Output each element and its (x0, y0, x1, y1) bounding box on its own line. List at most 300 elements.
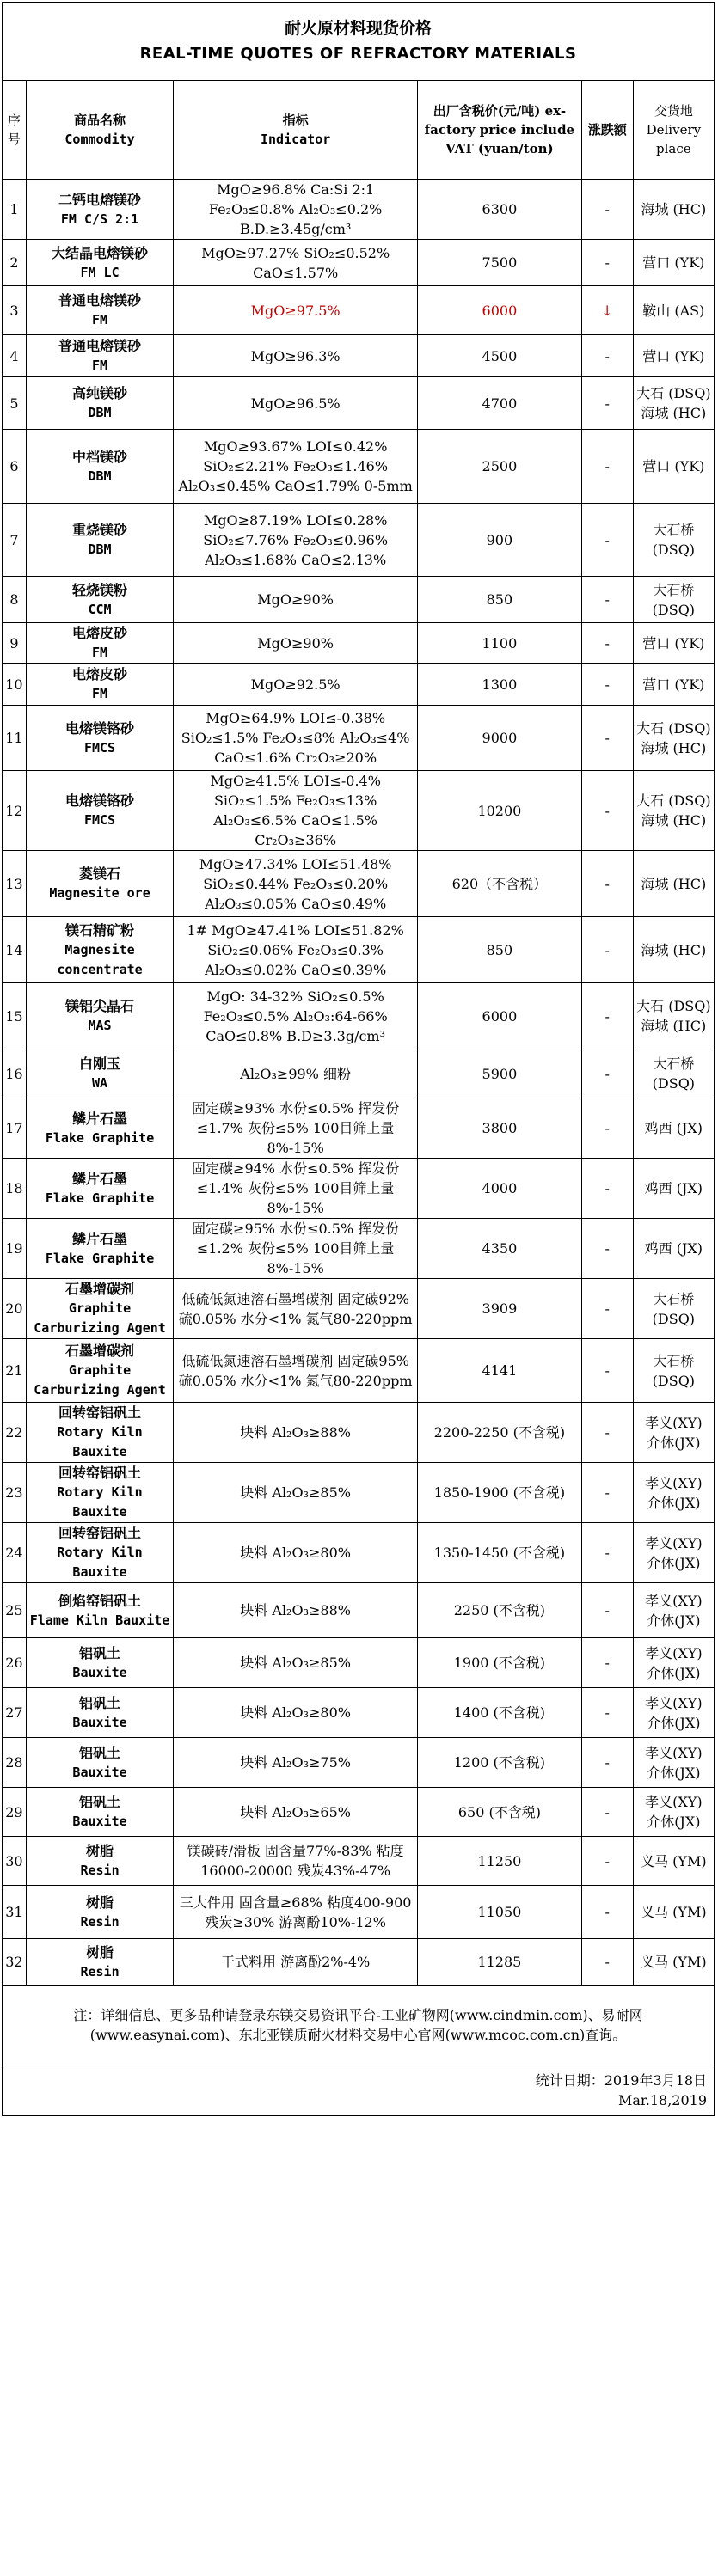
change-cell: - (581, 1339, 633, 1403)
change-cell: ↓ (581, 286, 633, 335)
commodity-cn: 铝矾土 (79, 1644, 121, 1661)
change-cell: - (581, 771, 633, 851)
table-row (3, 286, 715, 335)
delivery-place-cell: 营口 (YK) (633, 623, 714, 664)
delivery-place-cell: 孝义(XY) 介休(JX) (633, 1463, 714, 1523)
delivery-place-cell: 义马 (YM) (633, 1886, 714, 1939)
price-cell: 4500 (418, 335, 582, 377)
commodity-cn: 树脂 (86, 1843, 114, 1859)
row-number: 27 (3, 1688, 27, 1738)
indicator-cell: 低硫低氮速溶石墨增碳剂 固定碳95% 硫0.05% 水分<1% 氮气80-220ppm (174, 1339, 418, 1403)
commodity-cell (26, 377, 173, 430)
commodity-cn: 回转窑铝矾土 (58, 1404, 142, 1421)
delivery-place-cell: 大石桥 (DSQ) (633, 504, 714, 577)
delivery-place-cell: 鸡西 (JX) (633, 1098, 714, 1159)
commodity-en: Flake Graphite (45, 1129, 155, 1146)
row-number: 23 (3, 1463, 27, 1523)
title-en: REAL-TIME QUOTES OF REFRACTORY MATERIALS (139, 45, 577, 63)
price-cell: 4000 (418, 1159, 582, 1219)
indicator-cell: 块料 Al₂O₃≥65% (174, 1788, 418, 1837)
change-cell: - (581, 1788, 633, 1837)
row-number: 4 (3, 335, 27, 377)
indicator-cell: 固定碳≥94% 水份≤0.5% 挥发份≤1.4% 灰份≤5% 100目筛上量8%-15% (174, 1159, 418, 1219)
change-cell: - (581, 240, 633, 286)
price-table (2, 2, 715, 2116)
header-change: 涨跌额 (581, 81, 633, 180)
table-row (3, 430, 715, 504)
row-number: 25 (3, 1583, 27, 1638)
commodity-en: Resin (80, 1863, 120, 1878)
commodity-en: Graphite Carburizing Agent (34, 1300, 166, 1336)
price-cell: 1900 (不含税) (418, 1638, 582, 1688)
table-row (3, 983, 715, 1049)
delivery-place-cell: 营口 (YK) (633, 335, 714, 377)
commodity-cn: 铝矾土 (79, 1694, 121, 1711)
indicator-cell: MgO≥41.5% LOI≤-0.4% SiO₂≤1.5% Fe₂O₃≤13% Al₂O₃≤6.5% CaO≤1.5% Cr₂O₃≥36% (174, 771, 418, 851)
delivery-place-cell: 孝义(XY) 介休(JX) (633, 1523, 714, 1583)
delivery-place-cell: 孝义(XY) 介休(JX) (633, 1583, 714, 1638)
row-number: 5 (3, 377, 27, 430)
commodity-cell (26, 623, 173, 664)
commodity-cn: 石墨增碳剂 (65, 1281, 135, 1297)
commodity-cn: 镁石精矿粉 (65, 921, 135, 939)
commodity-cn: 石墨增碳剂 (65, 1343, 135, 1359)
change-cell: - (581, 180, 633, 240)
indicator-cell: MgO≥96.5% (174, 377, 418, 430)
change-cell: - (581, 1886, 633, 1939)
date-row (3, 2065, 715, 2116)
price-cell: 620（不含税） (418, 851, 582, 917)
indicator-cell: MgO≥96.3% (174, 335, 418, 377)
commodity-cell (26, 1638, 173, 1688)
row-number: 18 (3, 1159, 27, 1219)
header-place-cn: 交货地 (654, 103, 693, 119)
table-row (3, 1339, 715, 1403)
price-cell: 4350 (418, 1219, 582, 1279)
price-cell: 3800 (418, 1098, 582, 1159)
commodity-cn: 回转窑铝矾土 (58, 1525, 142, 1541)
indicator-cell: MgO≥92.5% (174, 664, 418, 706)
indicator-cell: MgO≥90% (174, 577, 418, 623)
table-row (3, 1837, 715, 1886)
delivery-place-cell: 营口 (YK) (633, 664, 714, 706)
commodity-en: Resin (80, 1963, 120, 1979)
change-cell: - (581, 917, 633, 983)
commodity-cn: 鳞片石墨 (72, 1230, 128, 1247)
price-cell: 4141 (418, 1339, 582, 1403)
commodity-cn: 普通电熔镁砂 (58, 338, 142, 354)
price-cell: 2200-2250 (不含税) (418, 1403, 582, 1463)
commodity-cell (26, 1219, 173, 1279)
table-row (3, 1939, 715, 1986)
price-cell: 11050 (418, 1886, 582, 1939)
commodity-cn: 电熔皮砂 (72, 666, 128, 682)
table-row (3, 335, 715, 377)
commodity-cn: 铝矾土 (79, 1744, 121, 1761)
change-cell: - (581, 1523, 633, 1583)
title-cn: 耐火原材料现货价格 (284, 19, 432, 38)
commodity-cell (26, 1583, 173, 1638)
commodity-en: Flake Graphite (45, 1190, 155, 1206)
indicator-cell: 镁碳砖/滑板 固含量77%-83% 粘度16000-20000 残炭43%-47% (174, 1837, 418, 1886)
delivery-place-cell: 义马 (YM) (633, 1837, 714, 1886)
indicator-cell: 块料 Al₂O₃≥80% (174, 1523, 418, 1583)
delivery-place-cell: 海城 (HC) (633, 851, 714, 917)
row-number: 24 (3, 1523, 27, 1583)
commodity-cn: 菱镁石 (79, 866, 121, 882)
table-row (3, 1159, 715, 1219)
change-cell: - (581, 1219, 633, 1279)
price-cell: 900 (418, 504, 582, 577)
row-number: 2 (3, 240, 27, 286)
commodity-en: DBM (88, 542, 112, 557)
delivery-place-cell: 大石 (DSQ) 海城 (HC) (633, 983, 714, 1049)
header-commodity (26, 81, 173, 180)
row-number: 3 (3, 286, 27, 335)
commodity-cell (26, 706, 173, 771)
price-cell: 1350-1450 (不含税) (418, 1523, 582, 1583)
change-cell: - (581, 664, 633, 706)
commodity-en: Bauxite (72, 1764, 127, 1780)
price-cell: 11250 (418, 1837, 582, 1886)
commodity-cell (26, 851, 173, 917)
row-number: 22 (3, 1403, 27, 1463)
date-cn: 统计日期：2019年3月18日 (535, 2072, 707, 2089)
price-cell: 650 (不含税) (418, 1788, 582, 1837)
commodity-cell (26, 1886, 173, 1939)
header-commodity-en: Commodity (64, 132, 135, 147)
delivery-place-cell: 鸡西 (JX) (633, 1219, 714, 1279)
row-number: 32 (3, 1939, 27, 1986)
commodity-cn: 电熔镁铬砂 (65, 719, 135, 737)
row-number: 28 (3, 1738, 27, 1788)
change-cell: - (581, 1939, 633, 1986)
statistics-date (3, 2065, 715, 2116)
change-cell: - (581, 577, 633, 623)
indicator-cell: 块料 Al₂O₃≥88% (174, 1583, 418, 1638)
change-cell: - (581, 1688, 633, 1738)
change-cell: - (581, 623, 633, 664)
row-number: 11 (3, 706, 27, 771)
indicator-cell: MgO≥96.8% Ca:Si 2:1 Fe₂O₃≤0.8% Al₂O₃≤0.2% B.D.≥3.45g/cm³ (174, 180, 418, 240)
row-number: 1 (3, 180, 27, 240)
change-cell: - (581, 335, 633, 377)
commodity-en: Magnesite ore (49, 885, 150, 901)
commodity-cell (26, 240, 173, 286)
delivery-place-cell: 义马 (YM) (633, 1939, 714, 1986)
change-cell: - (581, 1279, 633, 1339)
price-cell: 850 (418, 917, 582, 983)
table-row (3, 240, 715, 286)
price-cell: 3909 (418, 1279, 582, 1339)
commodity-cell (26, 335, 173, 377)
commodity-en: Flake Graphite (45, 1250, 155, 1266)
commodity-cn: 中档镁砂 (72, 448, 128, 465)
commodity-en: FM C/S 2:1 (60, 211, 139, 227)
indicator-cell: MgO≥97.5% (174, 286, 418, 335)
commodity-cell (26, 430, 173, 504)
price-cell: 850 (418, 577, 582, 623)
table-row (3, 706, 715, 771)
header-no: 序号 (3, 81, 27, 180)
commodity-en: FM (92, 358, 108, 373)
row-number: 21 (3, 1339, 27, 1403)
change-cell: - (581, 1159, 633, 1219)
change-cell: - (581, 1638, 633, 1688)
commodity-cell (26, 1049, 173, 1098)
commodity-en: FM (92, 312, 108, 327)
indicator-cell: 三大件用 固含量≥68% 粘度400-900 残炭≥30% 游离酚10%-12% (174, 1886, 418, 1939)
price-cell: 1100 (418, 623, 582, 664)
change-cell: - (581, 1738, 633, 1788)
price-cell: 1400 (不含税) (418, 1688, 582, 1738)
commodity-cell (26, 1738, 173, 1788)
table-row (3, 377, 715, 430)
row-number: 14 (3, 917, 27, 983)
commodity-en: Rotary Kiln Bauxite (57, 1424, 143, 1459)
commodity-cn: 电熔皮砂 (72, 625, 128, 641)
table-row (3, 1638, 715, 1688)
indicator-cell: MgO≥93.67% LOI≤0.42% SiO₂≤2.21% Fe₂O₃≤1.46% Al₂O₃≤0.45% CaO≤1.79% 0-5mm (174, 430, 418, 504)
table-row (3, 1738, 715, 1788)
delivery-place-cell: 大石 (DSQ) 海城 (HC) (633, 706, 714, 771)
commodity-en: Bauxite (72, 1664, 127, 1680)
row-number: 29 (3, 1788, 27, 1837)
change-cell: - (581, 706, 633, 771)
commodity-cn: 倒焰窑铝矾土 (58, 1592, 142, 1609)
commodity-cn: 鳞片石墨 (72, 1110, 128, 1127)
commodity-cn: 普通电熔镁砂 (58, 292, 142, 309)
commodity-en: DBM (88, 405, 112, 420)
indicator-cell: 块料 Al₂O₃≥80% (174, 1688, 418, 1738)
date-en: Mar.18,2019 (617, 2092, 707, 2108)
table-row (3, 504, 715, 577)
table-row (3, 1788, 715, 1837)
table-row (3, 851, 715, 917)
commodity-cell (26, 286, 173, 335)
indicator-cell: 固定碳≥95% 水份≤0.5% 挥发份≤1.2% 灰份≤5% 100目筛上量8%-15% (174, 1219, 418, 1279)
indicator-cell: Al₂O₃≥99% 细粉 (174, 1049, 418, 1098)
change-cell: - (581, 851, 633, 917)
row-number: 7 (3, 504, 27, 577)
table-row (3, 1523, 715, 1583)
commodity-cn: 高纯镁砂 (72, 385, 128, 401)
indicator-cell: 干式料用 游离酚2%-4% (174, 1939, 418, 1986)
table-row (3, 1403, 715, 1463)
delivery-place-cell: 鞍山 (AS) (633, 286, 714, 335)
delivery-place-cell: 营口 (YK) (633, 430, 714, 504)
commodity-cn: 镁铝尖晶石 (65, 998, 135, 1014)
row-number: 20 (3, 1279, 27, 1339)
change-cell: - (581, 983, 633, 1049)
commodity-cell (26, 180, 173, 240)
commodity-en: Magnesite concentrate (57, 941, 143, 977)
row-number: 10 (3, 664, 27, 706)
price-cell: 2500 (418, 430, 582, 504)
header-indicator-cn: 指标 (282, 113, 309, 128)
commodity-cn: 电熔镁铬砂 (65, 792, 135, 809)
change-cell: - (581, 1403, 633, 1463)
indicator-cell: MgO≥97.27% SiO₂≤0.52% CaO≤1.57% (174, 240, 418, 286)
table-row (3, 180, 715, 240)
commodity-cn: 铝矾土 (79, 1794, 121, 1810)
table-row (3, 1279, 715, 1339)
row-number: 19 (3, 1219, 27, 1279)
row-number: 6 (3, 430, 27, 504)
delivery-place-cell: 大石桥 (DSQ) (633, 1279, 714, 1339)
table-title (3, 3, 715, 81)
commodity-en: Rotary Kiln Bauxite (57, 1545, 143, 1580)
price-cell: 1850-1900 (不含税) (418, 1463, 582, 1523)
commodity-cn: 白刚玉 (79, 1055, 121, 1072)
commodity-cell (26, 1939, 173, 1986)
price-cell: 1200 (不含税) (418, 1738, 582, 1788)
commodity-en: Graphite Carburizing Agent (34, 1362, 166, 1398)
table-row (3, 1049, 715, 1098)
indicator-cell: 块料 Al₂O₃≥85% (174, 1638, 418, 1688)
table-row (3, 917, 715, 983)
commodity-en: MAS (88, 1018, 112, 1033)
row-number: 26 (3, 1638, 27, 1688)
price-cell: 2250 (不含税) (418, 1583, 582, 1638)
delivery-place-cell: 孝义(XY) 介休(JX) (633, 1688, 714, 1738)
commodity-cell (26, 1339, 173, 1403)
price-cell: 6300 (418, 180, 582, 240)
commodity-cell (26, 1159, 173, 1219)
commodity-cn: 二钙电熔镁砂 (58, 191, 142, 208)
commodity-cn: 树脂 (86, 1894, 114, 1911)
commodity-cell (26, 771, 173, 851)
row-number: 8 (3, 577, 27, 623)
header-place-en: Delivery place (646, 122, 702, 156)
delivery-place-cell: 孝义(XY) 介休(JX) (633, 1788, 714, 1837)
indicator-cell: 块料 Al₂O₃≥85% (174, 1463, 418, 1523)
header-indicator (174, 81, 418, 180)
commodity-en: Rotary Kiln Bauxite (57, 1484, 143, 1520)
price-cell: 6000 (418, 983, 582, 1049)
row-number: 15 (3, 983, 27, 1049)
commodity-cell (26, 1463, 173, 1523)
footnote: 注：详细信息、更多品种请登录东镁交易资讯平台-工业矿物网(www.cindmin.com)、易耐网(www.easynai.com)、东北亚镁质耐火材料交易中心官网(www.mcoc.com.cn)查询。 (3, 1986, 715, 2065)
indicator-cell: MgO≥64.9% LOI≤-0.38% SiO₂≤1.5% Fe₂O₃≤8% Al₂O₃≤4% CaO≤1.6% Cr₂O₃≥20% (174, 706, 418, 771)
table-row (3, 1463, 715, 1523)
indicator-cell: 块料 Al₂O₃≥88% (174, 1403, 418, 1463)
table-row (3, 1583, 715, 1638)
row-number: 13 (3, 851, 27, 917)
commodity-cell (26, 1837, 173, 1886)
delivery-place-cell: 大石桥 (DSQ) (633, 577, 714, 623)
commodity-en: WA (92, 1075, 108, 1091)
header-place (633, 81, 714, 180)
commodity-cn: 大结晶电熔镁砂 (52, 244, 149, 261)
indicator-cell: MgO≥90% (174, 623, 418, 664)
change-cell: - (581, 1049, 633, 1098)
delivery-place-cell: 大石 (DSQ) 海城 (HC) (633, 377, 714, 430)
table-row (3, 1886, 715, 1939)
commodity-cell (26, 1523, 173, 1583)
commodity-cell (26, 917, 173, 983)
indicator-cell: MgO≥87.19% LOI≤0.28% SiO₂≤7.76% Fe₂O₃≤0.96% Al₂O₃≤1.68% CaO≤2.13% (174, 504, 418, 577)
commodity-cell (26, 577, 173, 623)
commodity-cn: 鳞片石墨 (72, 1170, 128, 1187)
change-cell: - (581, 504, 633, 577)
commodity-en: CCM (88, 601, 112, 617)
price-cell: 9000 (418, 706, 582, 771)
indicator-cell: 固定碳≥93% 水份≤0.5% 挥发份≤1.7% 灰份≤5% 100目筛上量8%-15% (174, 1098, 418, 1159)
indicator-cell: 块料 Al₂O₃≥75% (174, 1738, 418, 1788)
commodity-cell (26, 1098, 173, 1159)
commodity-cell (26, 1403, 173, 1463)
delivery-place-cell: 大石 (DSQ) 海城 (HC) (633, 771, 714, 851)
commodity-en: FM (92, 645, 108, 660)
note-row (3, 1986, 715, 2065)
indicator-cell: 1# MgO≥47.41% LOI≤51.82% SiO₂≤0.06% Fe₂O₃≤0.3% Al₂O₃≤0.02% CaO≤0.39% (174, 917, 418, 983)
table-row (3, 664, 715, 706)
price-cell: 11285 (418, 1939, 582, 1986)
price-cell: 5900 (418, 1049, 582, 1098)
change-cell: - (581, 377, 633, 430)
commodity-cell (26, 664, 173, 706)
price-cell: 4700 (418, 377, 582, 430)
commodity-cell (26, 1279, 173, 1339)
change-cell: - (581, 1837, 633, 1886)
commodity-en: DBM (88, 468, 112, 484)
change-cell: - (581, 1463, 633, 1523)
change-cell: - (581, 1583, 633, 1638)
commodity-cell (26, 504, 173, 577)
commodity-cell (26, 1788, 173, 1837)
row-number: 30 (3, 1837, 27, 1886)
commodity-en: Bauxite (72, 1714, 127, 1730)
indicator-cell: 低硫低氮速溶石墨增碳剂 固定碳92% 硫0.05% 水分<1% 氮气80-220ppm (174, 1279, 418, 1339)
delivery-place-cell: 营口 (YK) (633, 240, 714, 286)
commodity-cell (26, 1688, 173, 1738)
commodity-cell (26, 983, 173, 1049)
delivery-place-cell: 海城 (HC) (633, 180, 714, 240)
row-number: 9 (3, 623, 27, 664)
table-row (3, 577, 715, 623)
commodity-en: Resin (80, 1913, 120, 1930)
price-cell: 6000 (418, 286, 582, 335)
commodity-en: FMCS (83, 812, 116, 828)
price-cell: 1300 (418, 664, 582, 706)
row-number: 12 (3, 771, 27, 851)
header-indicator-en: Indicator (261, 132, 331, 147)
price-cell: 10200 (418, 771, 582, 851)
row-number: 31 (3, 1886, 27, 1939)
table-row (3, 771, 715, 851)
commodity-cn: 树脂 (86, 1943, 114, 1961)
commodity-en: FM LC (80, 264, 120, 280)
change-cell: - (581, 1098, 633, 1159)
indicator-cell: MgO: 34-32% SiO₂≤0.5% Fe₂O₃≤0.5% Al₂O₃:64-66% CaO≤0.8% B.D≥3.3g/cm³ (174, 983, 418, 1049)
indicator-cell: MgO≥47.34% LOI≤51.48% SiO₂≤0.44% Fe₂O₃≤0.20% Al₂O₃≤0.05% CaO≤0.49% (174, 851, 418, 917)
delivery-place-cell: 大石桥 (DSQ) (633, 1049, 714, 1098)
delivery-place-cell: 海城 (HC) (633, 917, 714, 983)
header-price: 出厂含税价(元/吨) ex-factory price include VAT (yuan/ton) (418, 81, 582, 180)
commodity-cn: 轻烧镁粉 (72, 581, 128, 598)
row-number: 16 (3, 1049, 27, 1098)
delivery-place-cell: 孝义(XY) 介休(JX) (633, 1403, 714, 1463)
commodity-cn: 重烧镁砂 (72, 522, 128, 538)
commodity-en: FM (92, 686, 108, 701)
commodity-en: Flame Kiln Bauxite (29, 1612, 170, 1628)
commodity-en: Bauxite (72, 1814, 127, 1829)
table-row (3, 1688, 715, 1738)
price-cell: 7500 (418, 240, 582, 286)
change-cell: - (581, 430, 633, 504)
delivery-place-cell: 鸡西 (JX) (633, 1159, 714, 1219)
